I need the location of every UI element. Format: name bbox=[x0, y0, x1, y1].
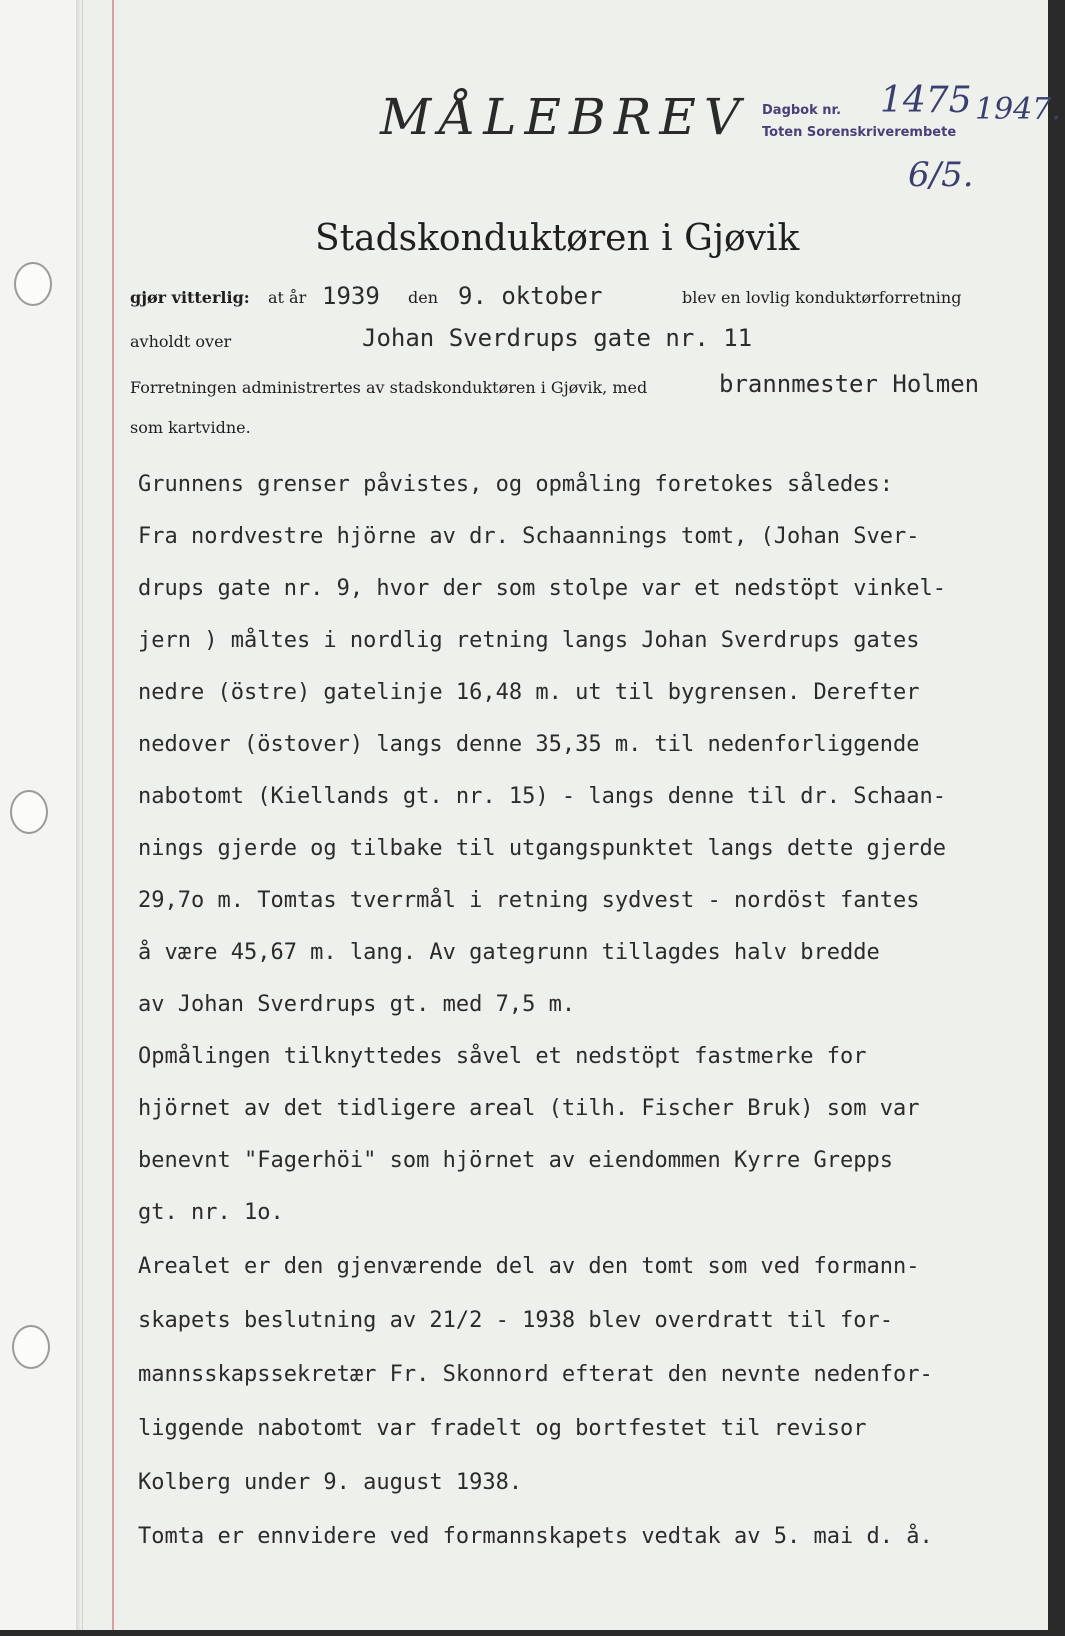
body-line: benevnt "Fagerhöi" som hjörnet av eiendommen Kyrre Grepps bbox=[138, 1148, 893, 1173]
margin-line bbox=[112, 0, 114, 1630]
stamp-line-2: Toten Sorenskriverembete bbox=[762, 125, 957, 140]
form-label-den: den bbox=[408, 288, 439, 307]
handwritten-date: 6/5. bbox=[908, 155, 974, 195]
form-label-certifies-bold: gjør vitterlig: bbox=[130, 288, 250, 307]
body-line: mannsskapssekretær Fr. Skonnord efterat den nevnte nedenfor- bbox=[138, 1362, 933, 1387]
body-line: gt. nr. 1o. bbox=[138, 1200, 284, 1225]
body-line: Arealet er den gjenværende del av den tomt som ved formann- bbox=[138, 1254, 920, 1279]
stamp-line-1: Dagbok nr. bbox=[762, 103, 842, 118]
form-value-property: Johan Sverdrups gate nr. 11 bbox=[362, 324, 753, 352]
body-line: liggende nabotomt var fradelt og bortfestet til revisor bbox=[138, 1416, 867, 1441]
form-label-certifies bbox=[130, 288, 250, 307]
body-line: Tomta er ennvidere ved formannskapets vedtak av 5. mai d. å. bbox=[138, 1524, 933, 1549]
punch-hole-top bbox=[14, 262, 52, 306]
form-value-witness: brannmester Holmen bbox=[719, 370, 980, 398]
body-line: nings gjerde og tilbake til utgangspunktet langs dette gjerde bbox=[138, 836, 946, 861]
handwritten-year: 1947. bbox=[975, 92, 1061, 127]
form-value-date: 9. oktober bbox=[458, 282, 603, 310]
form-label-business: blev en lovlig konduktørforretning bbox=[682, 288, 962, 307]
punch-hole-bottom bbox=[12, 1325, 50, 1369]
body-line: jern ) måltes i nordlig retning langs Johan Sverdrups gates bbox=[138, 628, 920, 653]
body-line: drups gate nr. 9, hvor der som stolpe var et nedstöpt vinkel- bbox=[138, 576, 946, 601]
body-line: 29,7o m. Tomtas tverrmål i retning sydvest - nordöst fantes bbox=[138, 888, 920, 913]
body-line: Kolberg under 9. august 1938. bbox=[138, 1470, 523, 1495]
form-label-year: at år bbox=[268, 288, 307, 307]
body-line: Opmålingen tilknyttedes såvel et nedstöpt fastmerke for bbox=[138, 1044, 867, 1069]
body-line: av Johan Sverdrups gt. med 7,5 m. bbox=[138, 992, 576, 1017]
form-label-administered: Forretningen administrertes av stadskonduktøren i Gjøvik, med bbox=[130, 378, 648, 397]
body-line: å være 45,67 m. lang. Av gategrunn tillagdes halv bredde bbox=[138, 940, 880, 965]
body-line: nedre (östre) gatelinje 16,48 m. ut til bygrensen. Derefter bbox=[138, 680, 920, 705]
form-value-year: 1939 bbox=[322, 282, 380, 310]
body-line: nabotomt (Kiellands gt. nr. 15) - langs denne til dr. Schaan- bbox=[138, 784, 946, 809]
document-title: MÅLEBREV bbox=[380, 88, 749, 146]
binding-edge bbox=[76, 0, 82, 1630]
body-line: hjörnet av det tidligere areal (tilh. Fischer Bruk) som var bbox=[138, 1096, 920, 1121]
office-heading: Stadskonduktøren i Gjøvik bbox=[315, 218, 800, 259]
body-line: nedover (östover) langs denne 35,35 m. til nedenforliggende bbox=[138, 732, 920, 757]
body-line: skapets beslutning av 21/2 - 1938 blev overdratt til for- bbox=[138, 1308, 893, 1333]
form-label-map-witness: som kartvidne. bbox=[130, 418, 251, 437]
body-line: Fra nordvestre hjörne av dr. Schaannings tomt, (Johan Sver- bbox=[138, 524, 920, 549]
punch-hole-middle bbox=[10, 790, 48, 834]
form-label-held-over: avholdt over bbox=[130, 332, 232, 351]
handwritten-journal-number: 1475 bbox=[880, 80, 972, 121]
body-line: Grunnens grenser påvistes, og opmåling foretokes således: bbox=[138, 472, 893, 497]
